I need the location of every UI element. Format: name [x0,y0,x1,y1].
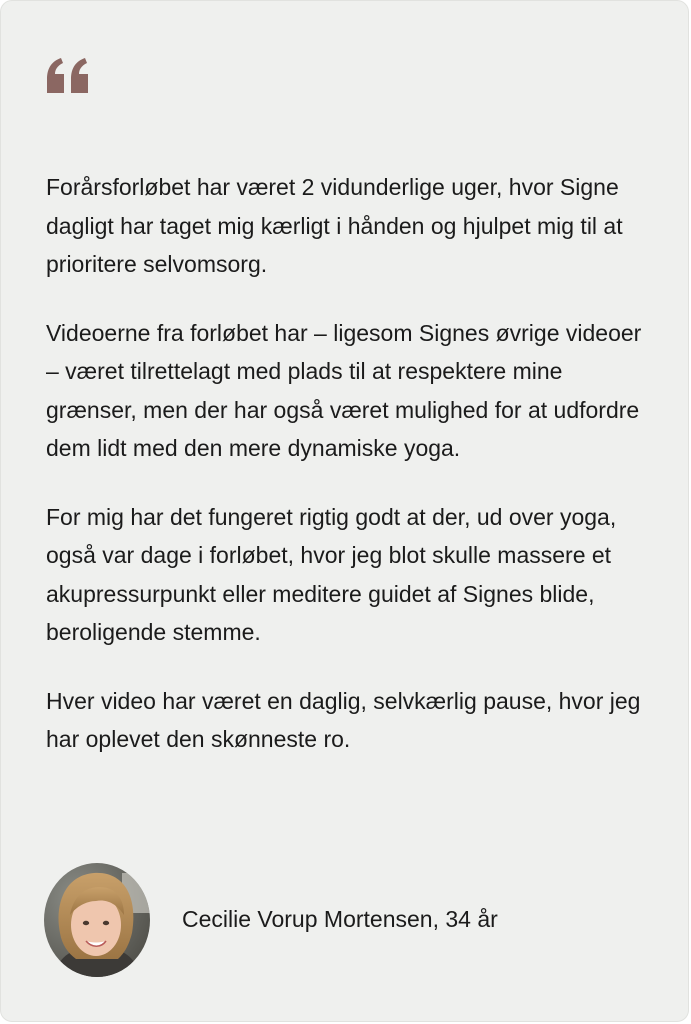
author-name: Cecilie Vorup Mortensen, 34 år [182,906,498,932]
quote-paragraph: Hver video har været en daglig, selvkærlig pause, hvor jeg har oplevet den skønneste ro. [46,687,641,752]
testimonial-quote [46,168,656,759]
quote-paragraph: For mig har det fungeret rigtig godt at der, ud over yoga, også var dage i forløbet, hvor jeg blot skulle massere et akupressurpunkt eller meditere guidet af Signes blide, beroligende stemme. [46,503,617,645]
double-quote-icon [44,57,92,93]
quote-paragraph: Videoerne fra forløbet har – ligesom Signes øvrige videoer – været tilrettelagt med plads til at respektere mine grænser, men der har også været mulighed for at udfordre dem lidt med den mere dynamiske yoga. [46,319,642,461]
quote-paragraph: Forårsforløbet har været 2 vidunderlige uger, hvor Signe dagligt har taget mig kærligt i hånden og hjulpet mig til at prioritere selvomsorg. [46,174,623,277]
avatar [44,863,150,977]
